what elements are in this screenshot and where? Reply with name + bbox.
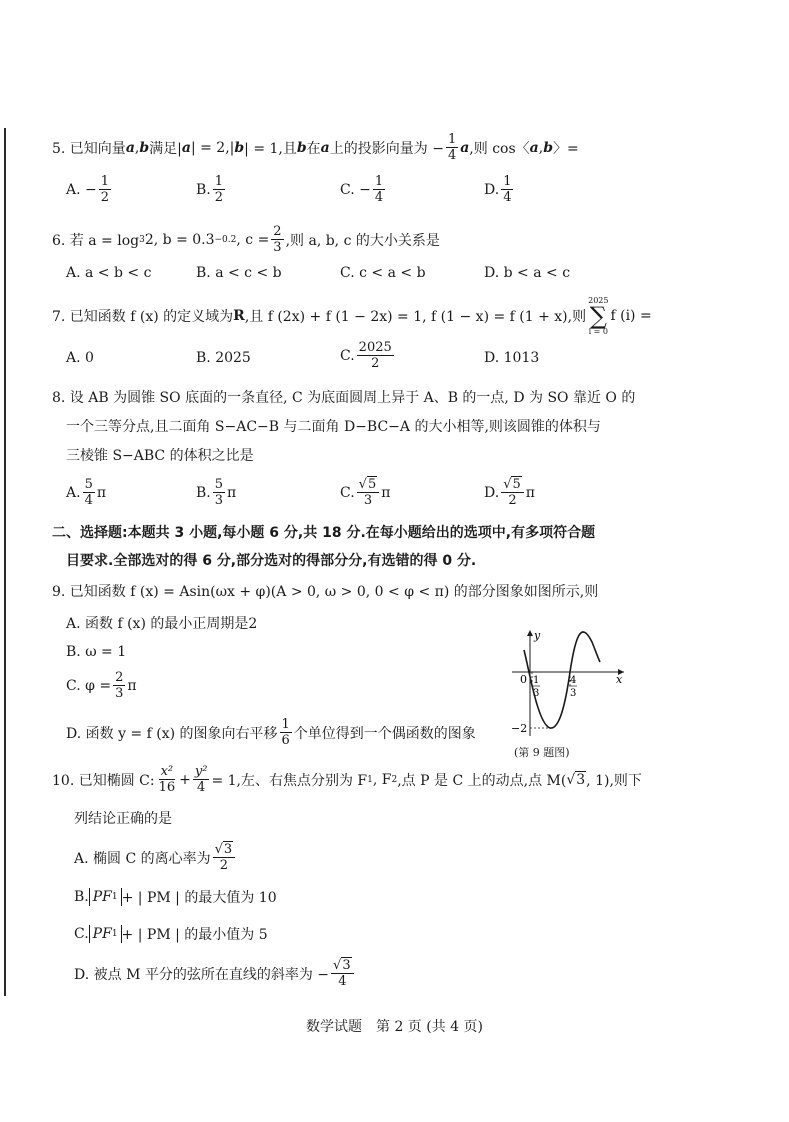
- q5-vec-b2: b: [296, 139, 307, 156]
- option-fraction: [213, 477, 225, 508]
- option-fraction: [501, 174, 513, 205]
- option-fraction: [357, 340, 394, 371]
- option-text: D. 1013: [484, 350, 540, 366]
- question-6-stem: [52, 224, 440, 255]
- subscript-1: 1: [367, 774, 373, 785]
- option-fraction: [83, 477, 95, 508]
- plus-sign: +: [179, 771, 191, 788]
- frac-den: 2: [508, 493, 517, 508]
- q9-option-c: [66, 670, 137, 701]
- q8-option-a: [66, 477, 106, 508]
- pf-term: PF: [92, 926, 112, 942]
- frac-num: 5: [214, 477, 224, 492]
- frac-num: 1: [447, 132, 457, 147]
- q9-option-a: A. 函数 f (x) 的最小正周期是2: [66, 616, 258, 632]
- sqrt-radicand: 3: [576, 772, 586, 788]
- q6-text-d: ,则 a, b, c 的大小关系是: [285, 232, 440, 249]
- frac-den: 4: [338, 974, 347, 989]
- frac-den: 4: [197, 780, 206, 795]
- frac-den: 3: [273, 240, 282, 255]
- q7-option-a: [66, 350, 94, 366]
- q10-fraction-y: [193, 764, 210, 795]
- option-text: D. 被点 M 平分的弦所在直线的斜率为 −: [74, 966, 330, 983]
- frac-num: 2: [273, 224, 282, 239]
- q10-text-e: , 1),则下: [586, 772, 642, 789]
- option-text: + | PM | 的最小值为 5: [121, 927, 268, 943]
- option-fraction: [213, 174, 225, 205]
- q5-option-b: [196, 174, 227, 205]
- option-text: A. a < b < c: [66, 265, 152, 281]
- frac-den: 6: [281, 733, 290, 748]
- option-text: C. c < a < b: [340, 265, 426, 281]
- q5-text-d: | = 1,且: [244, 140, 297, 157]
- tick-2-num: 4: [570, 675, 577, 686]
- sqrt-radicand: 5: [367, 477, 377, 492]
- q5-vec-a3: a: [460, 139, 470, 156]
- frac-num: 5: [84, 477, 93, 492]
- q5-text: 5. 已知向量: [52, 140, 126, 157]
- q8-option-b: [196, 477, 236, 508]
- q5-vec-a: a: [125, 139, 135, 156]
- abs-value: [89, 888, 122, 906]
- q6-text-a: 6. 若 a = log: [52, 232, 140, 249]
- q8-option-c: [340, 477, 390, 508]
- q5-text-f: 上的投影向量为 −: [329, 140, 444, 157]
- sum-lower: i = 0: [588, 327, 608, 336]
- q7-option-b: [196, 350, 251, 366]
- q9-option-b: B. ω = 1: [66, 644, 127, 660]
- sqrt-radicand: 5: [512, 477, 521, 492]
- q7-text-c: f (i) =: [610, 308, 652, 324]
- option-fraction: [501, 477, 524, 508]
- q7-summation: [588, 296, 608, 336]
- frac-den: 4: [503, 190, 512, 205]
- q5-vec-a2: a: [320, 139, 330, 156]
- x-axis-label: x: [616, 673, 623, 686]
- frac-den: 4: [84, 493, 93, 508]
- subscript-1: 1: [111, 929, 118, 939]
- q7-text-a: 7. 已知函数 f (x) 的定义域为: [52, 309, 234, 325]
- pi-symbol: π: [525, 484, 535, 501]
- option-text-a: D. 函数 y = f (x) 的图象向右平移: [66, 725, 278, 742]
- pi-symbol: π: [127, 677, 137, 694]
- q5-option-a: [66, 174, 113, 205]
- q5-option-d: [484, 174, 515, 205]
- subscript-2: 2: [391, 774, 398, 785]
- option-label: B.: [74, 889, 89, 905]
- question-10-line-2: 列结论正确的是: [74, 811, 172, 827]
- q9-function-graph: [508, 628, 628, 740]
- frac-num: 1: [503, 174, 512, 189]
- option-label: B.: [196, 484, 211, 501]
- question-9-stem: 9. 已知函数 f (x) = Asin(ωx + φ)(A > 0, ω > 0, 0 < φ < π) 的部分图象如图所示,则: [52, 584, 599, 600]
- option-text-b: 个单位得到一个偶函数的图象: [293, 725, 476, 742]
- section-2-heading-line-1: 二、选择题:本题共 3 小题,每小题 6 分,共 18 分.在每小题给出的选项中,有多项符合题: [52, 525, 596, 541]
- q6-text-c: , c =: [236, 231, 270, 248]
- q5-option-c: [340, 174, 387, 205]
- q5-text-c: | = 2,|: [190, 139, 235, 156]
- pi-symbol: π: [227, 484, 237, 501]
- q10-option-b: [74, 887, 277, 907]
- frac-den: 3: [214, 493, 224, 508]
- q6-option-d: [484, 265, 570, 281]
- ymin-label: −2: [511, 722, 528, 735]
- sqrt-sign: √: [566, 771, 576, 788]
- q6-log-base: 3: [139, 234, 145, 245]
- q10-option-a: [74, 842, 237, 873]
- option-text: + | PM | 的最大值为 10: [121, 890, 277, 906]
- frac-num: 1: [281, 717, 290, 732]
- option-label: D.: [484, 181, 500, 198]
- q6-exponent: −0.2: [214, 234, 237, 245]
- q10-text-b: = 1,左、右焦点分别为 F: [211, 772, 368, 789]
- pi-symbol: π: [381, 484, 391, 501]
- frac-den: 4: [447, 148, 457, 163]
- option-label: C. −: [340, 181, 371, 198]
- option-label: C. φ =: [66, 677, 112, 694]
- q5-vec-b1: b: [234, 139, 245, 156]
- option-label: D.: [484, 484, 500, 501]
- q6-option-c: [340, 265, 426, 281]
- q10-text-d: ,点 P 是 C 上的动点,点 M(: [397, 772, 567, 789]
- q7-real-set: R: [233, 308, 245, 324]
- tick-2-den: 3: [570, 688, 577, 699]
- q5-vec-b: b: [139, 139, 150, 156]
- q5-comma2: ,: [538, 139, 544, 156]
- frac-den: 2: [219, 858, 229, 873]
- q5-text-e: 在: [306, 140, 321, 157]
- sqrt-sign: √: [333, 958, 342, 973]
- q7-option-c: [340, 340, 396, 371]
- question-7-stem: [52, 296, 652, 336]
- option-fraction: [357, 477, 380, 508]
- page-footer: 数学试题 第 2 页 (共 4 页): [306, 1019, 483, 1035]
- sqrt-radicand: 3: [223, 842, 233, 857]
- y-axis-arrow: [527, 630, 533, 636]
- sqrt-sign: √: [358, 477, 367, 492]
- question-8-line-2: 一个三等分点,且二面角 S−AC−B 与二面角 D−BC−A 的大小相等,则该圆锥的体积与: [66, 419, 601, 435]
- tick-1-den: 3: [533, 688, 540, 699]
- option-label: B.: [196, 181, 211, 198]
- q5-vec-b3: b: [543, 139, 553, 156]
- sqrt-sign: √: [503, 477, 512, 492]
- q5-text-g: ,则 cos〈: [469, 140, 530, 157]
- question-8-line-1: 8. 设 AB 为圆锥 SO 底面的一条直径, C 为底面圆周上异于 A、B 的一点, D 为 SO 靠近 O 的: [52, 390, 636, 406]
- frac-den: 3: [115, 686, 124, 701]
- q8-option-d: [484, 477, 535, 508]
- tick-1-num: 1: [533, 675, 540, 686]
- question-10-stem: [52, 764, 642, 795]
- option-label: A. −: [66, 181, 97, 198]
- q10-option-d: [74, 958, 356, 989]
- q6-option-a: [66, 265, 151, 281]
- frac-den: 4: [374, 190, 384, 205]
- frac-num: 1: [100, 174, 110, 189]
- option-fraction: [113, 670, 125, 701]
- frac-num: 2025: [358, 340, 392, 355]
- option-fraction: [280, 717, 292, 748]
- q10-text-a: 10. 已知椭圆 C:: [52, 772, 155, 789]
- q5-text-h: 〉=: [552, 140, 579, 157]
- q9-figure-caption: (第 9 题图): [514, 746, 570, 759]
- sqrt-sign: √: [214, 842, 223, 857]
- option-label: C.: [74, 926, 89, 942]
- q10-text-c: , F: [372, 771, 392, 788]
- q7-option-d: [484, 350, 539, 366]
- frac-den: 3: [363, 493, 373, 508]
- q5-comma: ,: [134, 139, 140, 156]
- option-fraction: [99, 174, 111, 205]
- frac-num: 1: [214, 174, 224, 189]
- origin-label: 0: [520, 673, 527, 686]
- option-text: A. 椭圆 C 的离心率为: [74, 850, 211, 867]
- pf-term: PF: [92, 889, 112, 905]
- abs-value: [89, 925, 122, 943]
- q7-text-b: ,且 f (2x) + f (1 − 2x) = 1, f (1 − x) = f (1 + x),则: [244, 309, 587, 325]
- y-axis-label: y: [534, 629, 541, 642]
- sum-sigma: ∑: [589, 302, 607, 330]
- left-margin-rule: [4, 128, 6, 996]
- option-text: A. 0: [66, 350, 94, 366]
- frac-num: y²: [194, 764, 208, 779]
- frac-den: 16: [158, 780, 176, 795]
- frac-num: 1: [374, 174, 384, 189]
- q6-text-b: 2, b = 0.3: [144, 231, 215, 248]
- option-label: A.: [66, 484, 81, 501]
- frac-num: 2: [115, 670, 124, 685]
- option-label: C.: [340, 347, 355, 364]
- q6-option-b: [196, 265, 282, 281]
- q10-fraction-x: [157, 764, 178, 795]
- option-text: B. 2025: [196, 350, 251, 366]
- option-text: B. a < c < b: [196, 265, 282, 281]
- q9-option-d: [66, 717, 476, 748]
- frac-num: x²: [160, 764, 174, 779]
- option-fraction: [213, 842, 236, 873]
- q5-fraction: [446, 132, 458, 163]
- frac-den: 2: [214, 190, 224, 205]
- q5-vec-a1: a: [181, 139, 191, 156]
- option-label: C.: [340, 484, 355, 501]
- pi-symbol: π: [96, 484, 107, 501]
- sum-upper: 2025: [588, 296, 609, 305]
- subscript-1: 1: [111, 892, 118, 902]
- option-fraction: [373, 174, 385, 205]
- q5-text-b: 满足|: [149, 140, 182, 157]
- question-5-stem: [52, 132, 579, 163]
- q6-fraction: [271, 224, 283, 255]
- option-fraction: [331, 958, 354, 989]
- question-8-line-3: 三棱锥 S−ABC 的体积之比是: [66, 448, 254, 464]
- q5-vec-a4: a: [529, 139, 539, 156]
- section-2-heading-line-2: 目要求.全部选对的得 6 分,部分选对的得部分分,有选错的得 0 分.: [66, 553, 477, 569]
- frac-den: 2: [100, 190, 110, 205]
- sqrt-radicand: 3: [342, 958, 351, 973]
- q10-option-c: [74, 924, 268, 944]
- frac-den: 2: [371, 356, 380, 371]
- option-text: D. b < a < c: [484, 265, 571, 281]
